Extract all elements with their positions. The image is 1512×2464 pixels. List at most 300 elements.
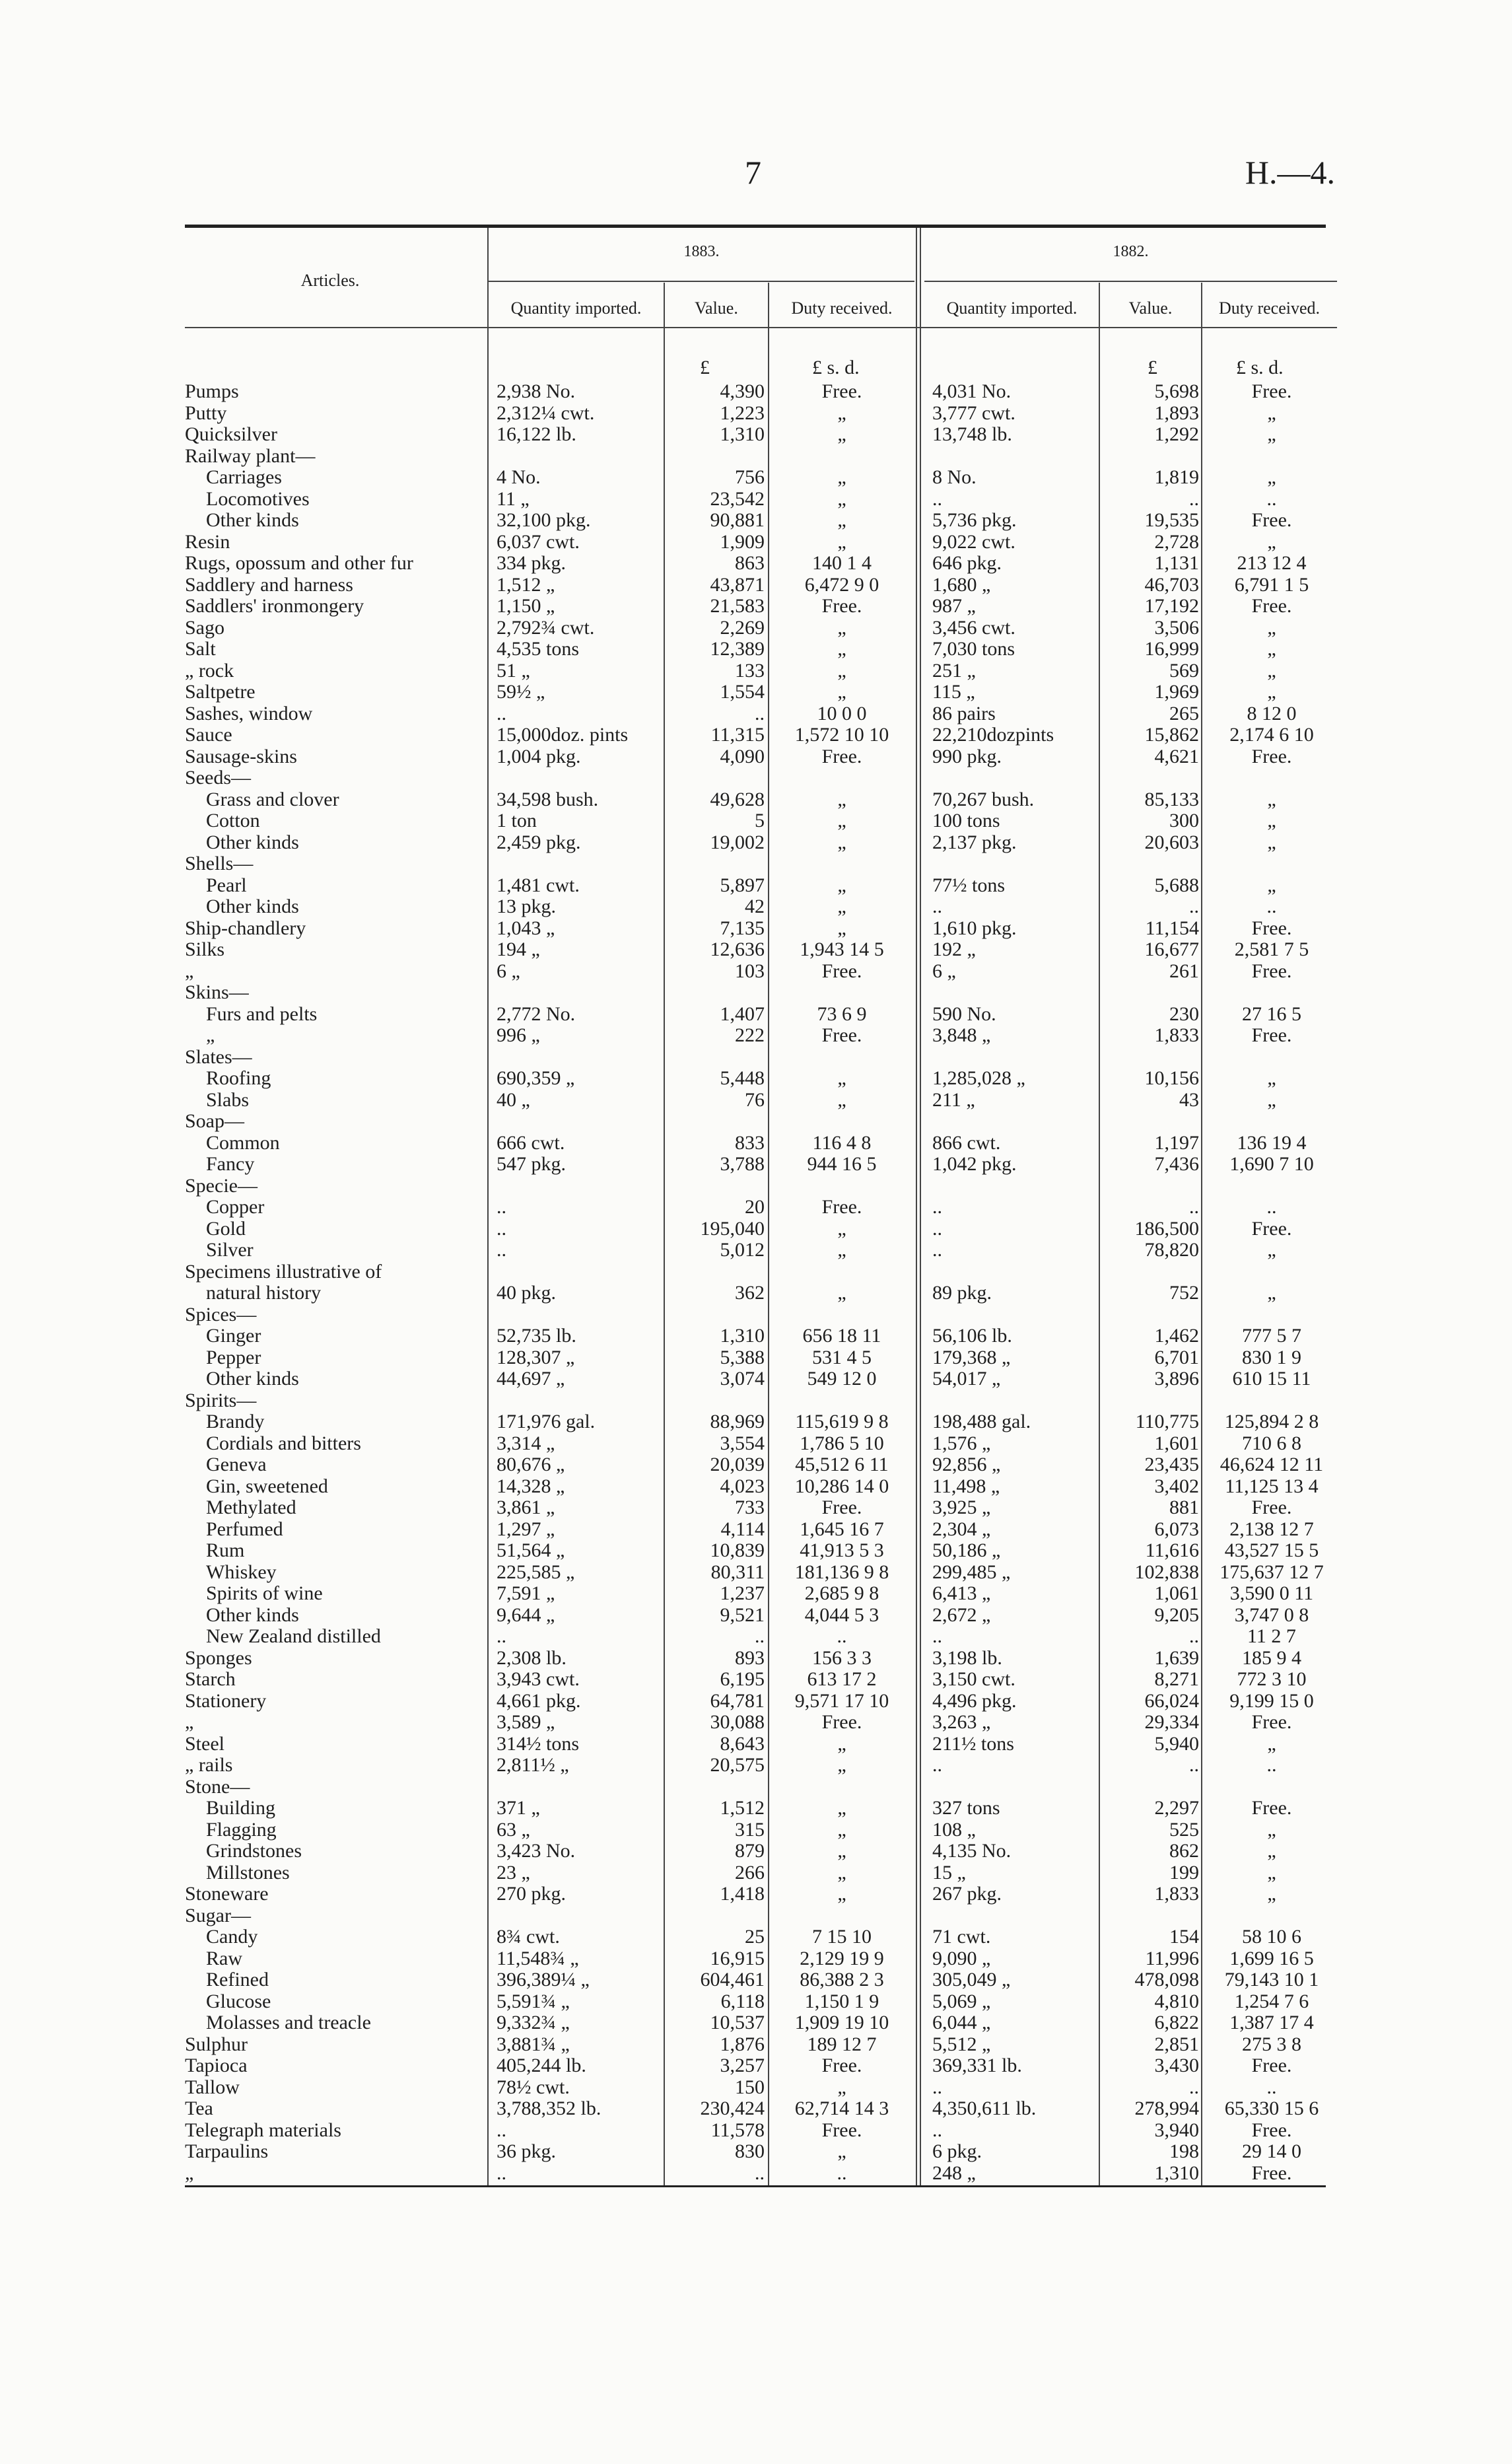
table-row <box>0 1197 1512 1218</box>
cell-q1: 40 pkg. <box>497 1282 556 1304</box>
cell-d2: „ <box>1267 659 1276 682</box>
cell-d2: „ <box>1267 616 1276 639</box>
cell-q2: 987 „ <box>932 595 976 617</box>
cell-d1: „ <box>837 1282 846 1304</box>
row-article: „ rock <box>185 660 234 682</box>
cell-d2: 710 6 8 <box>1242 1432 1301 1454</box>
cell-v1: 90,881 <box>710 509 765 531</box>
cell-v1: 1,223 <box>720 402 765 424</box>
header-qty-1883: Quantity imported. <box>510 299 642 318</box>
cell-d2: 29 14 0 <box>1242 2140 1301 2162</box>
row-article: Rugs, opossum and other fur <box>185 553 413 574</box>
cell-d2: Free. <box>1251 2162 1292 2184</box>
row-article: Stoneware <box>185 1883 269 1905</box>
cell-q2: 590 No. <box>932 1003 996 1025</box>
cell-d1: 1,943 14 5 <box>800 938 884 960</box>
cell-v2: 1,601 <box>1154 1432 1199 1454</box>
cell-q1: 52,735 lb. <box>497 1325 576 1347</box>
cell-v2: 110,775 <box>1135 1411 1199 1432</box>
table-row <box>0 1883 1512 1905</box>
cell-v2: 16,999 <box>1144 638 1199 660</box>
table-row <box>0 1047 1512 1069</box>
cell-d1: „ <box>837 1797 846 1819</box>
row-group-heading: Specimens illustrative of <box>185 1261 382 1283</box>
cell-v2: 1,197 <box>1154 1131 1199 1154</box>
row-article: Sashes, window <box>185 703 313 724</box>
cell-v1: 1,407 <box>720 1003 765 1025</box>
cell-v1: 195,040 <box>700 1217 765 1240</box>
row-article: Silver <box>206 1240 254 1261</box>
cell-d1: „ <box>837 1239 846 1261</box>
table-row <box>0 1261 1512 1283</box>
header-value-1882: Value. <box>1128 299 1173 318</box>
table-row <box>0 1240 1512 1261</box>
cell-d2: Free. <box>1251 2119 1292 2141</box>
table-row <box>0 2012 1512 2034</box>
cell-q2: .. <box>932 896 942 917</box>
cell-d2: „ <box>1267 1282 1276 1304</box>
cell-q2: 248 „ <box>932 2162 976 2184</box>
cell-q1: 1,004 pkg. <box>497 745 581 767</box>
table-row <box>0 982 1512 1004</box>
table-row <box>0 403 1512 425</box>
cell-v2: 154 <box>1169 1926 1199 1948</box>
cell-v1: 3,257 <box>720 2055 765 2076</box>
table-row <box>0 1390 1512 1412</box>
table-row <box>0 532 1512 553</box>
cell-d1: 1,150 1 9 <box>804 1990 879 2012</box>
row-article: Perfumed <box>206 1518 283 1540</box>
row-article: Gin, sweetened <box>206 1475 328 1497</box>
cell-d1: Free. <box>821 1496 862 1518</box>
header-value-1883: Value. <box>695 299 738 318</box>
cell-d2: Free. <box>1251 960 1292 982</box>
row-article: Saddlers' ironmongery <box>185 596 364 617</box>
cell-d2: 27 16 5 <box>1242 1003 1301 1025</box>
cell-d1: 613 17 2 <box>807 1668 877 1690</box>
cell-q2: 198,488 gal. <box>932 1411 1031 1432</box>
table-row <box>0 467 1512 489</box>
row-article: Cordials and bitters <box>206 1432 361 1454</box>
cell-d1: „ <box>837 831 846 853</box>
cell-d1: 73 6 9 <box>817 1003 867 1025</box>
cell-d2: 3,590 0 11 <box>1229 1582 1314 1604</box>
table-row <box>0 1025 1512 1047</box>
table-row <box>0 575 1512 596</box>
cell-d2: 8 12 0 <box>1247 702 1297 724</box>
cell-d1: „ <box>837 917 846 939</box>
cell-d1: 549 12 0 <box>807 1368 877 1390</box>
cell-v2: 1,061 <box>1154 1582 1199 1604</box>
cell-q1: 371 „ <box>497 1797 540 1819</box>
cell-d1: 2,129 19 9 <box>800 1947 884 1969</box>
cell-v2: .. <box>1189 1754 1199 1776</box>
cell-d2: 830 1 9 <box>1242 1346 1301 1368</box>
cell-q1: 32,100 pkg. <box>497 509 591 531</box>
cell-d2: Free. <box>1251 1024 1292 1046</box>
table-row <box>0 510 1512 532</box>
cell-d2: „ <box>1267 530 1276 553</box>
cell-v1: 315 <box>735 1818 765 1841</box>
cell-v2: 1,833 <box>1154 1883 1199 1905</box>
cell-d2: Free. <box>1251 745 1292 767</box>
table-row <box>0 1969 1512 1991</box>
cell-q1: 3,943 cwt. <box>497 1668 580 1690</box>
row-article: „ <box>185 1712 194 1733</box>
cell-v2: 5,940 <box>1154 1732 1199 1755</box>
table-row <box>0 1283 1512 1304</box>
cell-q2: 13,748 lb. <box>932 423 1012 445</box>
row-article: Sausage-skins <box>185 746 297 767</box>
row-group-heading: Skins— <box>185 982 249 1003</box>
cell-d2: 777 5 7 <box>1242 1325 1301 1347</box>
cell-q2: 5,736 pkg. <box>932 509 1017 531</box>
cell-q2: .. <box>932 1239 942 1261</box>
cell-v1: 43,871 <box>710 573 765 596</box>
cell-v1: 266 <box>735 1861 765 1883</box>
table-row <box>0 1691 1512 1712</box>
row-article: Flagging <box>206 1819 277 1841</box>
row-article: Molasses and treacle <box>206 2012 371 2033</box>
table-row <box>0 1948 1512 1970</box>
cell-v2: 230 <box>1169 1003 1199 1025</box>
cell-q1: 11 „ <box>497 487 530 510</box>
cell-q2: 1,610 pkg. <box>932 917 1017 939</box>
cell-v1: 12,636 <box>710 938 765 960</box>
currency-value-1883: £ <box>700 357 710 378</box>
row-article: Other kinds <box>206 896 299 917</box>
row-article: Brandy <box>206 1411 265 1432</box>
cell-d1: 6,472 9 0 <box>804 573 879 596</box>
table-row <box>0 1669 1512 1691</box>
cell-q2: 192 „ <box>932 938 976 960</box>
cell-q2: 299,485 „ <box>932 1561 1011 1583</box>
cell-v1: 1,876 <box>720 2033 765 2055</box>
cell-d1: 4,044 5 3 <box>804 1603 879 1626</box>
cell-d2: „ <box>1267 402 1276 424</box>
cell-v2: 1,819 <box>1154 466 1199 488</box>
cell-d1: Free. <box>821 1196 862 1218</box>
cell-d1: „ <box>837 509 846 531</box>
cell-v2: 4,810 <box>1154 1990 1199 2012</box>
table-row <box>0 746 1512 768</box>
cell-d2: 772 3 10 <box>1237 1668 1307 1690</box>
cell-v2: .. <box>1189 1196 1199 1218</box>
cell-q1: 2,811½ „ <box>497 1754 569 1776</box>
cell-v1: 16,915 <box>710 1947 765 1969</box>
cell-q2: 211½ tons <box>932 1732 1014 1755</box>
row-article: Starch <box>185 1669 236 1690</box>
table-row <box>0 1347 1512 1369</box>
cell-q1: 80,676 „ <box>497 1454 565 1475</box>
cell-q1: 2,938 No. <box>497 380 576 402</box>
cell-q1: 44,697 „ <box>497 1368 565 1390</box>
table-row <box>0 1562 1512 1584</box>
row-group-heading: Seeds— <box>185 767 251 789</box>
cell-q1: 171,976 gal. <box>497 1411 596 1432</box>
page-number: 7 <box>745 154 761 191</box>
cell-d2: 43,527 15 5 <box>1224 1539 1319 1561</box>
cell-d1: „ <box>837 1067 846 1089</box>
cell-d1: „ <box>837 1883 846 1905</box>
cell-q2: 5,069 „ <box>932 1990 991 2012</box>
cell-q2: .. <box>932 1217 942 1240</box>
table-row <box>0 832 1512 854</box>
currency-value-1882: £ <box>1148 357 1157 378</box>
cell-v2: .. <box>1189 2076 1199 2098</box>
cell-q1: 63 „ <box>497 1818 530 1841</box>
cell-d2: 58 10 6 <box>1242 1926 1301 1948</box>
cell-d2: „ <box>1267 638 1276 660</box>
cell-v2: .. <box>1189 487 1199 510</box>
cell-v2: 11,154 <box>1145 917 1199 939</box>
cell-q1: 1,481 cwt. <box>497 874 580 896</box>
cell-d1: Free. <box>821 1711 862 1733</box>
table-row <box>0 1068 1512 1090</box>
cell-d1: „ <box>837 1840 846 1862</box>
cell-q2: 6,044 „ <box>932 2012 991 2033</box>
table-row <box>0 2120 1512 2142</box>
cell-v1: 830 <box>735 2140 765 2162</box>
cell-q2: .. <box>932 1196 942 1218</box>
row-article: Furs and pelts <box>206 1003 318 1025</box>
cell-q1: 13 pkg. <box>497 896 556 917</box>
cell-q2: 2,137 pkg. <box>932 831 1017 853</box>
cell-v2: 19,535 <box>1144 509 1199 531</box>
cell-d2: 2,174 6 10 <box>1229 724 1314 746</box>
cell-q2: .. <box>932 2076 942 2098</box>
cell-d2: Free. <box>1251 917 1292 939</box>
cell-v2: 198 <box>1169 2140 1199 2162</box>
cell-q1: 4,661 pkg. <box>497 1689 581 1712</box>
cell-d2: 175,637 12 7 <box>1220 1561 1324 1583</box>
cell-d1: 10,286 14 0 <box>794 1475 889 1497</box>
cell-d2: 9,199 15 0 <box>1229 1689 1314 1712</box>
cell-v1: 11,315 <box>710 724 765 746</box>
header-duty-1883: Duty received. <box>791 299 893 318</box>
header-qty-1882: Quantity imported. <box>946 299 1078 318</box>
cell-q2: .. <box>932 487 942 510</box>
table-row <box>0 1926 1512 1948</box>
cell-d2: 6,791 1 5 <box>1234 573 1309 596</box>
row-article: Sago <box>185 617 224 639</box>
row-article: Fancy <box>206 1154 255 1175</box>
cell-d1: „ <box>837 2076 846 2098</box>
cell-q1: .. <box>497 1625 506 1647</box>
cell-q1: 1,150 „ <box>497 595 555 617</box>
cell-v2: 278,994 <box>1134 2097 1199 2119</box>
row-group-heading: Sugar— <box>185 1905 251 1926</box>
cell-q2: 115 „ <box>932 681 975 703</box>
row-group-heading: Slates— <box>185 1046 252 1068</box>
cell-q1: 1 ton <box>497 810 537 831</box>
cell-v1: 30,088 <box>710 1711 765 1733</box>
row-article: Telegraph materials <box>185 2119 341 2141</box>
cell-v1: 4,390 <box>720 380 765 402</box>
cell-d1: 1,786 5 10 <box>800 1432 884 1454</box>
cell-q2: 6 pkg. <box>932 2140 982 2162</box>
cell-v2: 2,728 <box>1154 530 1199 553</box>
table-row <box>0 1540 1512 1562</box>
cell-v1: 733 <box>735 1496 765 1518</box>
cell-v1: 230,424 <box>700 2097 765 2119</box>
row-article: Other kinds <box>206 510 299 531</box>
cell-v2: 1,833 <box>1154 1024 1199 1046</box>
cell-v2: 3,940 <box>1154 2119 1199 2141</box>
row-article: Other kinds <box>206 1604 299 1626</box>
cell-q2: 211 „ <box>932 1088 975 1111</box>
cell-v2: 300 <box>1169 810 1199 831</box>
row-article: Tea <box>185 2098 213 2119</box>
cell-v1: 19,002 <box>710 831 765 853</box>
cell-q1: 2,308 lb. <box>497 1646 567 1669</box>
cell-v2: 46,703 <box>1144 573 1199 596</box>
cell-v1: 7,135 <box>720 917 765 939</box>
cell-v1: .. <box>755 2162 765 2184</box>
cell-v1: 6,195 <box>720 1668 765 1690</box>
cell-v1: 11,578 <box>710 2119 765 2141</box>
row-article: Rum <box>206 1540 245 1561</box>
cell-v2: 3,430 <box>1154 2055 1199 2076</box>
table-row <box>0 1626 1512 1648</box>
table-row <box>0 682 1512 703</box>
table-row <box>0 1411 1512 1433</box>
cell-q2: 327 tons <box>932 1797 1000 1819</box>
cell-d2: 1,254 7 6 <box>1234 1990 1309 2012</box>
cell-v1: .. <box>755 702 765 724</box>
cell-d2: „ <box>1267 1861 1276 1883</box>
header-year-1883: 1883. <box>683 243 720 260</box>
cell-d2: Free. <box>1251 1217 1292 1240</box>
cell-d1: „ <box>837 466 846 488</box>
cell-v2: 17,192 <box>1144 595 1199 617</box>
cell-q1: 666 cwt. <box>497 1131 565 1154</box>
cell-q2: 1,680 „ <box>932 573 991 596</box>
table-row <box>0 424 1512 446</box>
table-row <box>0 1798 1512 1819</box>
row-article: Putty <box>185 402 227 424</box>
table-row <box>0 1497 1512 1519</box>
cell-d1: 86,388 2 3 <box>800 1969 884 1990</box>
cell-d1: „ <box>837 681 846 703</box>
row-article: Ginger <box>206 1325 261 1347</box>
cell-q2: .. <box>932 2119 942 2141</box>
cell-v1: 5,388 <box>720 1346 765 1368</box>
cell-d2: 610 15 11 <box>1232 1368 1311 1390</box>
cell-d1: Free. <box>821 380 862 402</box>
cell-q1: 128,307 „ <box>497 1346 575 1368</box>
cell-d1: .. <box>837 1625 847 1647</box>
cell-q1: 3,314 „ <box>497 1432 555 1454</box>
table-row <box>0 853 1512 875</box>
cell-q1: 334 pkg. <box>497 552 566 574</box>
cell-d2: 1,690 7 10 <box>1229 1153 1314 1175</box>
table-row <box>0 1004 1512 1026</box>
cell-v2: 9,205 <box>1154 1603 1199 1626</box>
cell-q1: 36 pkg. <box>497 2140 556 2162</box>
cell-d2: Free. <box>1251 1711 1292 1733</box>
cell-q2: 86 pairs <box>932 702 996 724</box>
cell-d2: 275 3 8 <box>1242 2033 1301 2055</box>
cell-v2: 186,500 <box>1134 1217 1199 1240</box>
table-row <box>0 1712 1512 1734</box>
table-row <box>0 724 1512 746</box>
row-article: Refined <box>206 1969 269 1990</box>
cell-d2: .. <box>1266 1754 1277 1776</box>
cell-q2: 11,498 „ <box>932 1475 1000 1497</box>
cell-d1: 115,619 9 8 <box>795 1411 889 1432</box>
cell-d1: „ <box>837 487 846 510</box>
row-article: Cotton <box>206 810 260 831</box>
table-row <box>0 1648 1512 1670</box>
cell-q1: 7,591 „ <box>497 1582 555 1604</box>
cell-d2: .. <box>1266 896 1277 917</box>
table-row <box>0 1991 1512 2013</box>
cell-q1: 2,459 pkg. <box>497 831 581 853</box>
cell-q1: 1,512 „ <box>497 573 555 596</box>
row-article: Raw <box>206 1948 242 1969</box>
table-row <box>0 918 1512 940</box>
cell-d2: Free. <box>1251 1496 1292 1518</box>
cell-v2: 29,334 <box>1144 1711 1199 1733</box>
cell-v1: 1,310 <box>720 423 765 445</box>
table-bottom-rule <box>185 2185 1326 2187</box>
cell-d1: 1,645 16 7 <box>800 1518 884 1540</box>
row-article: Roofing <box>206 1068 271 1089</box>
cell-v2: .. <box>1189 896 1199 917</box>
table-top-rule <box>185 225 1326 228</box>
cell-q2: 1,576 „ <box>932 1432 991 1454</box>
cell-d2: Free. <box>1251 2055 1292 2076</box>
cell-v2: 66,024 <box>1144 1689 1199 1712</box>
cell-d2: 213 12 4 <box>1237 552 1307 574</box>
table-row <box>0 896 1512 918</box>
header-year-divider-1882 <box>924 281 1337 282</box>
cell-q2: 3,263 „ <box>932 1711 991 1733</box>
cell-v2: 2,297 <box>1154 1797 1199 1819</box>
row-article: Sponges <box>185 1647 252 1669</box>
cell-q2: 3,150 cwt. <box>932 1668 1015 1690</box>
cell-v1: 103 <box>735 960 765 982</box>
cell-v2: 16,677 <box>1144 938 1199 960</box>
cell-d2: 185 9 4 <box>1242 1646 1301 1669</box>
cell-v1: 42 <box>745 896 765 917</box>
cell-v1: 20 <box>745 1196 765 1218</box>
cell-v1: 1,418 <box>720 1883 765 1905</box>
row-article: Common <box>206 1132 280 1154</box>
cell-d1: .. <box>837 2162 847 2184</box>
table-row <box>0 1862 1512 1884</box>
table-row <box>0 660 1512 682</box>
row-article: Slabs <box>206 1089 250 1111</box>
cell-v2: 5,698 <box>1154 380 1199 402</box>
cell-q2: 5,512 „ <box>932 2033 991 2055</box>
cell-q1: 225,585 „ <box>497 1561 575 1583</box>
cell-v1: 4,023 <box>720 1475 765 1497</box>
table-row <box>0 381 1512 403</box>
row-article: Glucose <box>206 1990 271 2012</box>
cell-d1: Free. <box>821 1024 862 1046</box>
header-duty-1882: Duty received. <box>1218 299 1321 318</box>
row-group-heading: Shells— <box>185 853 254 874</box>
cell-v1: 3,554 <box>720 1432 765 1454</box>
cell-v1: 88,969 <box>710 1411 765 1432</box>
cell-q1: 396,389¼ „ <box>497 1969 590 1990</box>
cell-q2: 8 No. <box>932 466 977 488</box>
cell-v1: 20,039 <box>710 1454 765 1475</box>
cell-v1: 21,583 <box>710 595 765 617</box>
row-article: Saddlery and harness <box>185 574 353 596</box>
